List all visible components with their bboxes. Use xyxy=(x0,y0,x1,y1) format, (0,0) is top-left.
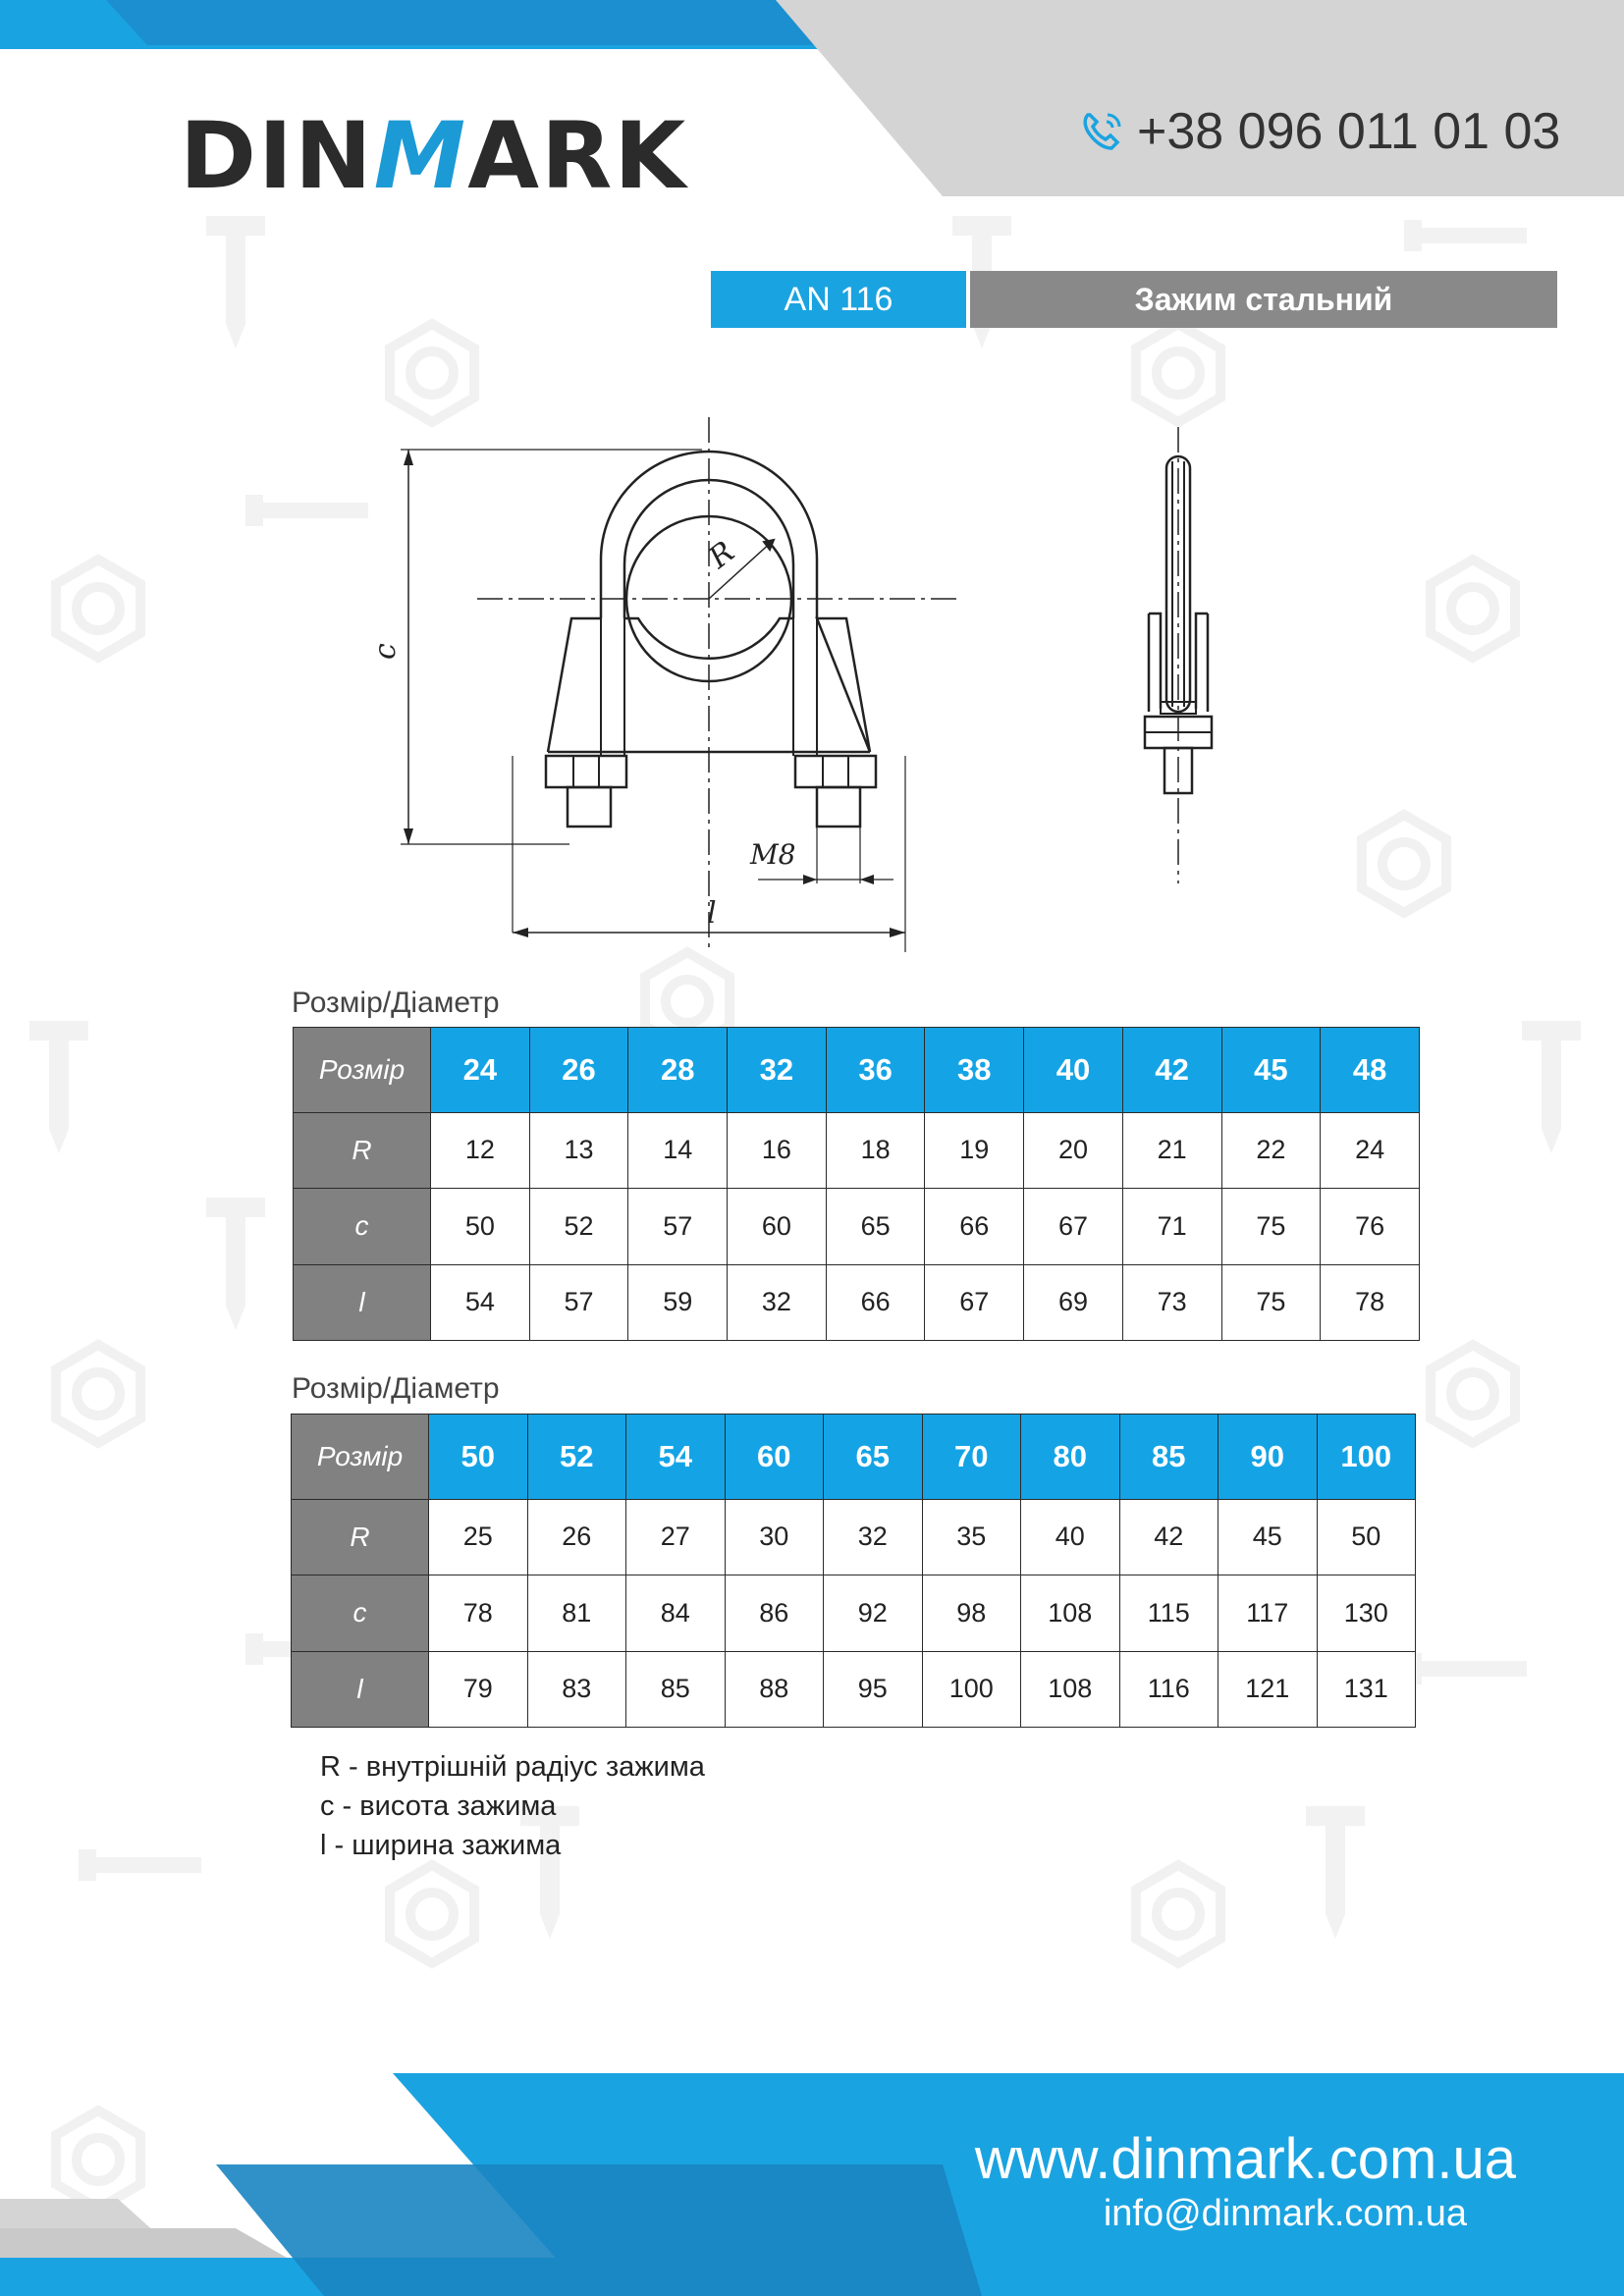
table-cell: 57 xyxy=(628,1189,728,1264)
legend-height: c - висота зажима xyxy=(320,1790,557,1822)
size-cell: 54 xyxy=(626,1415,726,1500)
header-label: Розмір xyxy=(294,1028,431,1113)
table-cell: 40 xyxy=(1021,1499,1120,1575)
table-cell: 108 xyxy=(1021,1651,1120,1727)
row-label: R xyxy=(292,1499,429,1575)
document-bar xyxy=(711,271,1557,328)
table-cell: 20 xyxy=(1024,1112,1123,1188)
table-row xyxy=(292,1499,1416,1575)
width-label: l xyxy=(707,896,717,931)
row-label: l xyxy=(292,1651,429,1727)
logo-text-left: DIN xyxy=(180,103,374,210)
table-cell: 86 xyxy=(725,1575,824,1651)
size-cell: 36 xyxy=(826,1028,925,1113)
table-cell: 76 xyxy=(1321,1189,1420,1264)
table-cell: 100 xyxy=(922,1651,1021,1727)
legend xyxy=(320,1747,705,1865)
table-cell: 83 xyxy=(527,1651,626,1727)
table-cell: 54 xyxy=(431,1264,530,1340)
phone-contact[interactable] xyxy=(1078,102,1560,161)
email-link[interactable]: info@dinmark.com.ua xyxy=(1103,2193,1467,2234)
table-cell: 121 xyxy=(1218,1651,1318,1727)
size-cell: 100 xyxy=(1317,1415,1416,1500)
dimensions-table-2 xyxy=(291,1414,1416,1728)
row-label: c xyxy=(294,1189,431,1264)
table-cell: 95 xyxy=(824,1651,923,1727)
table-cell: 32 xyxy=(728,1264,827,1340)
legend-width: l - ширина зажима xyxy=(320,1830,562,1861)
size-cell: 70 xyxy=(922,1415,1021,1500)
table-cell: 98 xyxy=(922,1575,1021,1651)
size-cell: 24 xyxy=(431,1028,530,1113)
legend-radius: R - внутрішній радіус зажима xyxy=(320,1751,705,1783)
table-cell: 116 xyxy=(1119,1651,1218,1727)
size-cell: 40 xyxy=(1024,1028,1123,1113)
table-row xyxy=(292,1651,1416,1727)
table-cell: 16 xyxy=(728,1112,827,1188)
logo-text-right: ARK xyxy=(467,103,688,210)
table-cell: 42 xyxy=(1119,1499,1218,1575)
table-cell: 67 xyxy=(1024,1189,1123,1264)
size-cell: 80 xyxy=(1021,1415,1120,1500)
table-cell: 30 xyxy=(725,1499,824,1575)
table-cell: 115 xyxy=(1119,1575,1218,1651)
size-cell: 52 xyxy=(527,1415,626,1500)
dimensions-table-1 xyxy=(293,1027,1420,1341)
table-cell: 25 xyxy=(429,1499,528,1575)
radius-label: R xyxy=(702,534,741,576)
table-cell: 75 xyxy=(1221,1189,1321,1264)
size-cell: 26 xyxy=(529,1028,628,1113)
table-cell: 57 xyxy=(529,1264,628,1340)
size-cell: 50 xyxy=(429,1415,528,1500)
logo-text-mid: M xyxy=(373,103,468,210)
table-cell: 65 xyxy=(826,1189,925,1264)
table-cell: 60 xyxy=(728,1189,827,1264)
size-cell: 60 xyxy=(725,1415,824,1500)
table-cell: 108 xyxy=(1021,1575,1120,1651)
table-header-row xyxy=(294,1028,1420,1113)
table-cell: 88 xyxy=(725,1651,824,1727)
table-cell: 59 xyxy=(628,1264,728,1340)
row-label: c xyxy=(292,1575,429,1651)
table-cell: 130 xyxy=(1317,1575,1416,1651)
table-cell: 71 xyxy=(1122,1189,1221,1264)
row-label: R xyxy=(294,1112,431,1188)
table1-caption: Розмір/Діаметр xyxy=(292,987,500,1019)
table-header-row xyxy=(292,1415,1416,1500)
table-row xyxy=(294,1189,1420,1264)
table-cell: 66 xyxy=(826,1264,925,1340)
size-cell: 45 xyxy=(1221,1028,1321,1113)
table-cell: 52 xyxy=(529,1189,628,1264)
table-cell: 66 xyxy=(925,1189,1024,1264)
table-cell: 78 xyxy=(1321,1264,1420,1340)
table-cell: 75 xyxy=(1221,1264,1321,1340)
table-cell: 92 xyxy=(824,1575,923,1651)
table-cell: 117 xyxy=(1218,1575,1318,1651)
table-cell: 67 xyxy=(925,1264,1024,1340)
table-cell: 78 xyxy=(429,1575,528,1651)
table-cell: 26 xyxy=(527,1499,626,1575)
thread-label: M8 xyxy=(750,838,796,871)
table-cell: 19 xyxy=(925,1112,1024,1188)
table-cell: 45 xyxy=(1218,1499,1318,1575)
phone-icon xyxy=(1078,107,1127,156)
size-cell: 38 xyxy=(925,1028,1024,1113)
size-cell: 28 xyxy=(628,1028,728,1113)
document-title: Зажим стальний xyxy=(970,271,1557,328)
size-cell: 48 xyxy=(1321,1028,1420,1113)
table-cell: 32 xyxy=(824,1499,923,1575)
height-label: c xyxy=(368,643,403,660)
header-label: Розмір xyxy=(292,1415,429,1500)
size-cell: 65 xyxy=(824,1415,923,1500)
table-cell: 131 xyxy=(1317,1651,1416,1727)
table2-caption: Розмір/Діаметр xyxy=(292,1372,500,1405)
size-cell: 85 xyxy=(1119,1415,1218,1500)
brand-logo xyxy=(180,103,688,210)
size-cell: 42 xyxy=(1122,1028,1221,1113)
table-cell: 84 xyxy=(626,1575,726,1651)
table-cell: 14 xyxy=(628,1112,728,1188)
table-cell: 27 xyxy=(626,1499,726,1575)
table-cell: 18 xyxy=(826,1112,925,1188)
size-cell: 32 xyxy=(728,1028,827,1113)
table-cell: 73 xyxy=(1122,1264,1221,1340)
table-cell: 50 xyxy=(1317,1499,1416,1575)
website-link[interactable]: www.dinmark.com.ua xyxy=(974,2127,1516,2191)
table-cell: 50 xyxy=(431,1189,530,1264)
table-cell: 85 xyxy=(626,1651,726,1727)
table-cell: 24 xyxy=(1321,1112,1420,1188)
technical-drawing xyxy=(368,402,1316,962)
table-cell: 35 xyxy=(922,1499,1021,1575)
table-cell: 21 xyxy=(1122,1112,1221,1188)
table-row xyxy=(294,1264,1420,1340)
table-row xyxy=(292,1575,1416,1651)
phone-number: +38 096 011 01 03 xyxy=(1137,103,1561,160)
size-cell: 90 xyxy=(1218,1415,1318,1500)
table-row xyxy=(294,1112,1420,1188)
table-cell: 79 xyxy=(429,1651,528,1727)
table-cell: 12 xyxy=(431,1112,530,1188)
table-cell: 22 xyxy=(1221,1112,1321,1188)
document-code: AN 116 xyxy=(711,271,966,328)
table-cell: 81 xyxy=(527,1575,626,1651)
table-cell: 13 xyxy=(529,1112,628,1188)
table-cell: 69 xyxy=(1024,1264,1123,1340)
row-label: l xyxy=(294,1264,431,1340)
